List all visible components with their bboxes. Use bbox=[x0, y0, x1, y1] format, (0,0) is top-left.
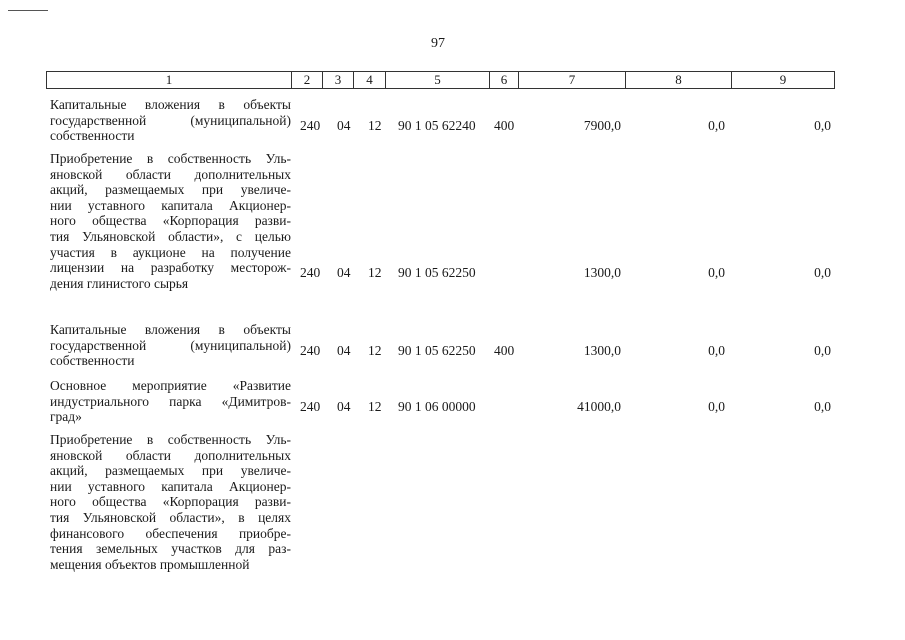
description-line: мещения объектов промышленной bbox=[50, 556, 250, 572]
description-line: акций, размещаемых при увеличе- bbox=[50, 182, 291, 198]
row-description bbox=[50, 151, 291, 291]
description-line: тия Ульяновской области», в целях bbox=[50, 509, 291, 525]
description-line: государственной (муниципальной) bbox=[50, 112, 291, 128]
table-row bbox=[0, 432, 905, 572]
header-col-8: 8 bbox=[626, 72, 732, 88]
cell-col-3: 04 bbox=[337, 342, 351, 358]
description-line: тения земельных участков для раз- bbox=[50, 541, 291, 557]
cell-col-2: 240 bbox=[300, 342, 321, 358]
page-number: 97 bbox=[431, 36, 445, 51]
description-line: собственности bbox=[50, 128, 135, 144]
description-line: нии уставного капитала Акционер- bbox=[50, 197, 291, 213]
description-line: ного общества «Корпорация разви- bbox=[50, 494, 291, 510]
description-line: Приобретение в собственность Уль- bbox=[50, 432, 291, 447]
header-col-7: 7 bbox=[519, 72, 626, 88]
description-line: Капитальные вложения в объекты bbox=[50, 322, 291, 337]
description-line: финансового обеспечения приобре- bbox=[50, 525, 291, 541]
table-row bbox=[0, 151, 905, 291]
cell-col-5: 90 1 05 62250 bbox=[398, 265, 476, 281]
cell-col-3: 04 bbox=[337, 398, 351, 414]
description-line: яновской области дополнительных bbox=[50, 447, 291, 463]
description-line: тия Ульяновской области», с целью bbox=[50, 228, 291, 244]
cell-col-5: 90 1 06 00000 bbox=[398, 398, 476, 414]
description-line: лицензии на разработку месторож- bbox=[50, 260, 291, 276]
description-line: ного общества «Корпорация разви- bbox=[50, 213, 291, 229]
cell-col-8: 0,0 bbox=[708, 117, 725, 133]
header-col-9: 9 bbox=[779, 72, 787, 87]
cell-col-3: 04 bbox=[337, 117, 351, 133]
row-description bbox=[50, 322, 291, 369]
description-line: Приобретение в собственность Уль- bbox=[50, 151, 291, 166]
description-line: град» bbox=[50, 409, 82, 425]
cell-col-9: 0,0 bbox=[814, 342, 831, 358]
table-row bbox=[0, 97, 905, 144]
cell-col-4: 12 bbox=[368, 117, 382, 133]
table-row bbox=[0, 322, 905, 369]
description-line: собственности bbox=[50, 353, 135, 369]
corner-mark bbox=[8, 10, 48, 11]
header-col-2: 2 bbox=[292, 72, 323, 88]
cell-col-9: 0,0 bbox=[814, 265, 831, 281]
cell-col-9: 0,0 bbox=[814, 398, 831, 414]
cell-col-4: 12 bbox=[368, 342, 382, 358]
cell-col-3: 04 bbox=[337, 265, 351, 281]
cell-col-8: 0,0 bbox=[708, 398, 725, 414]
description-line: дения глинистого сырья bbox=[50, 275, 189, 291]
cell-col-2: 240 bbox=[300, 117, 321, 133]
description-line: Основное мероприятие «Развитие bbox=[50, 378, 291, 393]
description-line: государственной (муниципальной) bbox=[50, 337, 291, 353]
description-line: Капитальные вложения в объекты bbox=[50, 97, 291, 112]
description-line: индустриального парка «Димитров- bbox=[50, 393, 291, 409]
header-col-1: 1 bbox=[47, 72, 292, 88]
cell-col-6: 400 bbox=[494, 117, 515, 133]
row-description bbox=[50, 378, 291, 425]
cell-col-8: 0,0 bbox=[708, 265, 725, 281]
table-header bbox=[46, 71, 835, 89]
description-line: акций, размещаемых при увеличе- bbox=[50, 463, 291, 479]
cell-col-4: 12 bbox=[368, 265, 382, 281]
cell-col-8: 0,0 bbox=[708, 342, 725, 358]
cell-col-7: 1300,0 bbox=[583, 342, 621, 358]
description-line: нии уставного капитала Акционер- bbox=[50, 478, 291, 494]
cell-col-2: 240 bbox=[300, 265, 321, 281]
cell-col-9: 0,0 bbox=[814, 117, 831, 133]
header-col-6: 6 bbox=[490, 72, 519, 88]
cell-col-2: 240 bbox=[300, 398, 321, 414]
cell-col-7: 41000,0 bbox=[577, 398, 621, 414]
header-col-4: 4 bbox=[354, 72, 386, 88]
cell-col-5: 90 1 05 62250 bbox=[398, 342, 476, 358]
description-line: яновской области дополнительных bbox=[50, 166, 291, 182]
header-col-5: 5 bbox=[386, 72, 490, 88]
row-description bbox=[50, 432, 291, 572]
cell-col-6: 400 bbox=[494, 342, 515, 358]
cell-col-5: 90 1 05 62240 bbox=[398, 117, 476, 133]
table-row bbox=[0, 378, 905, 425]
row-description bbox=[50, 97, 291, 144]
cell-col-4: 12 bbox=[368, 398, 382, 414]
cell-col-7: 1300,0 bbox=[583, 265, 621, 281]
description-line: участия в аукционе на получение bbox=[50, 244, 291, 260]
header-col-3: 3 bbox=[323, 72, 354, 88]
cell-col-7: 7900,0 bbox=[583, 117, 621, 133]
